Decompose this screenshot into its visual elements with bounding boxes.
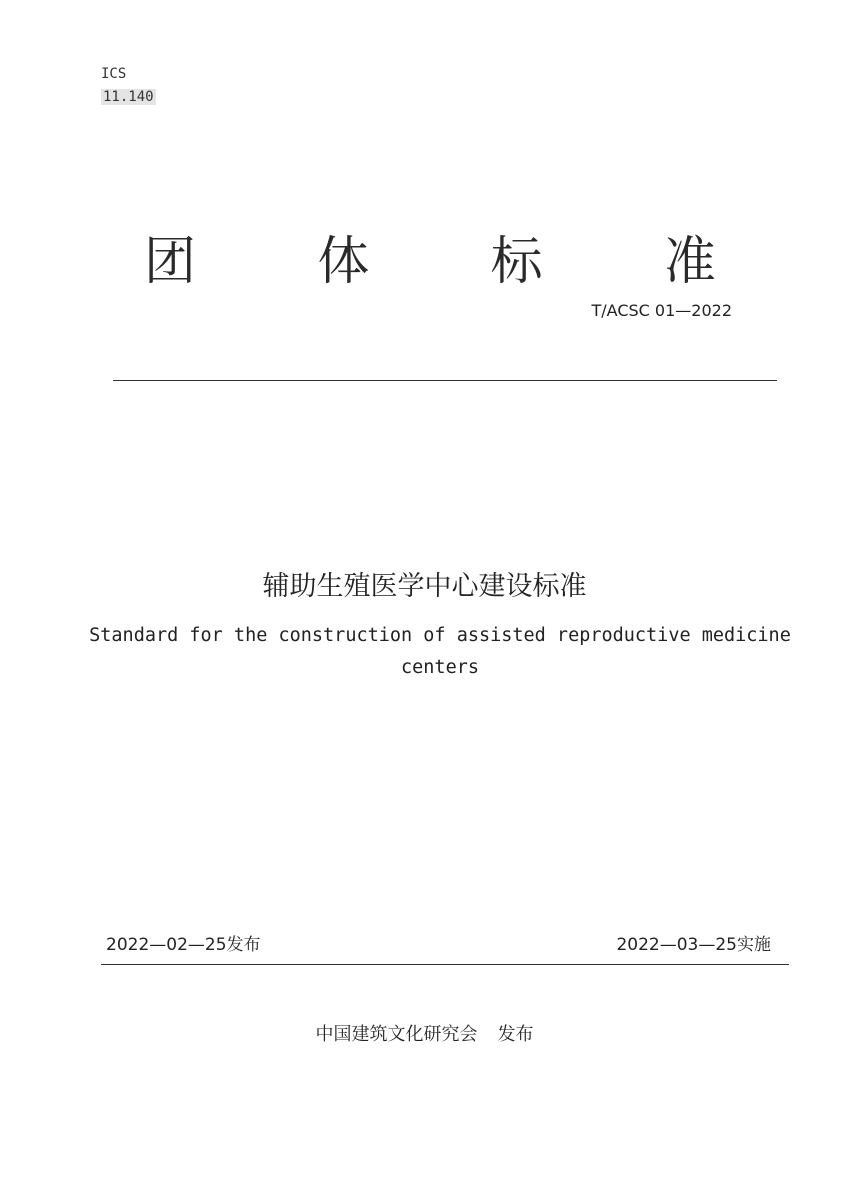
publisher-organization: 中国建筑文化研究会 — [315, 1024, 478, 1045]
publisher-line — [0, 1020, 849, 1046]
effective-date: 2022—03—25实施 — [616, 935, 771, 955]
divider-top — [113, 380, 777, 381]
standard-type-char: 团 — [143, 232, 196, 292]
issue-date: 2022—02—25发布 — [106, 935, 261, 955]
title-chinese: 辅助生殖医学中心建设标准 — [262, 571, 587, 602]
divider-bottom — [101, 964, 789, 965]
standard-number: T/ACSC 01—2022 — [591, 301, 732, 320]
standard-type-heading — [130, 230, 730, 294]
standard-type-char: 标 — [490, 232, 543, 292]
ics-label: ICS — [101, 66, 127, 82]
ics-code: 11.140 — [103, 89, 154, 105]
publisher-action: 发布 — [497, 1024, 534, 1045]
standard-type-char: 准 — [663, 232, 716, 292]
standard-type-char: 体 — [317, 232, 370, 292]
title-english: Standard for the construction of assisted reproductive medicine centers — [89, 625, 791, 678]
